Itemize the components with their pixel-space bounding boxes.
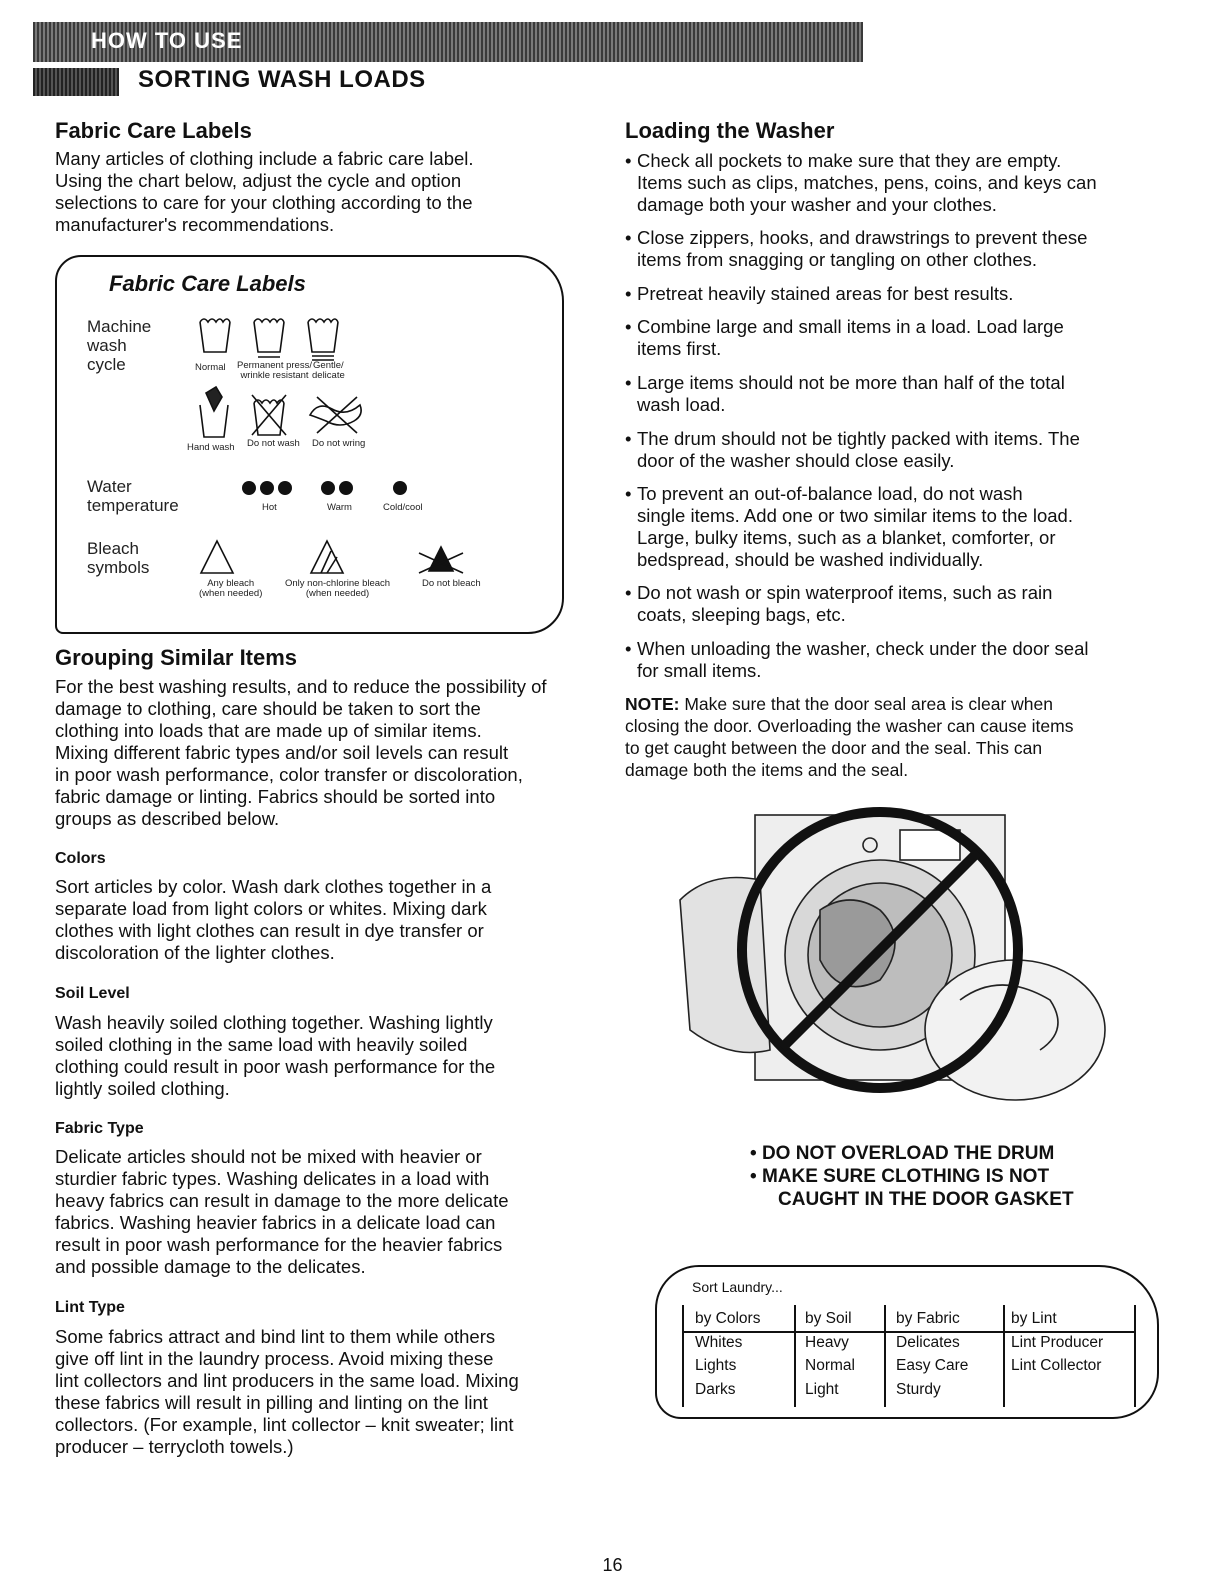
section-title: SORTING WASH LOADS: [138, 66, 426, 93]
sort-column-lint: by Lint Lint Producer Lint Collector: [1011, 1310, 1104, 1374]
sort-column-soil: by Soil Heavy Normal Light: [805, 1310, 855, 1398]
hand-wash-caption: Hand wash: [187, 442, 235, 453]
hot-dot-icon: [260, 481, 274, 495]
column-divider: [884, 1305, 886, 1407]
cold-dot-icon: [393, 481, 407, 495]
soil-level-text: Wash heavily soiled clothing together. Washing lightly soiled clothing in the same load with heavily soiled clothing could result in poor wash performance for the lightly soiled clothing.: [55, 1012, 496, 1099]
lint-type-heading: Lint Type: [55, 1299, 125, 1316]
fabric-care-chart: [55, 255, 564, 634]
machine-wash-label: Machine wash cycle: [87, 317, 152, 374]
sort-laundry-table: [655, 1265, 1159, 1419]
hot-dot-icon: [278, 481, 292, 495]
column-divider: [1134, 1305, 1136, 1407]
colors-heading: Colors: [55, 850, 106, 867]
do-not-bleach-caption: Do not bleach: [422, 578, 481, 589]
column-divider: [794, 1305, 796, 1407]
bleach-triangle-icons: [197, 537, 497, 577]
list-item: • When unloading the washer, check under the door seal for small items.: [625, 638, 1177, 682]
banner-title: HOW TO USE: [91, 28, 243, 53]
warning-gasket: • MAKE SURE CLOTHING IS NOT: [750, 1166, 1050, 1187]
list-item: • The drum should not be tightly packed with items. The door of the washer should close easily.: [625, 428, 1177, 472]
warning-gasket-line2: CAUGHT IN THE DOOR GASKET: [778, 1189, 1074, 1210]
list-item: • Large items should not be more than half of the total wash load.: [625, 372, 1177, 416]
list-item: • Combine large and small items in a load. Load large items first.: [625, 316, 1177, 360]
hot-dot-icon: [242, 481, 256, 495]
any-bleach-caption: Any bleach (when needed): [199, 578, 263, 599]
bleach-label: Bleach symbols: [87, 539, 150, 577]
lint-type-text: Some fabrics attract and bind lint to them while others give off lint in the laundry process. Avoid mixing these lint collectors and lint producers in the same load. Mixing these fabrics will result in pilling and linting on the lint collectors. (For example, lint collector – knit sweater; lint producer – terrycloth towels.): [55, 1326, 519, 1457]
sort-column-fabric: by Fabric Delicates Easy Care Sturdy: [896, 1310, 969, 1398]
grouping-heading: Grouping Similar Items: [55, 645, 298, 670]
grouping-intro: For the best washing results, and to reduce the possibility of damage to clothing, care should be taken to sort the clothing into loads that are made up of similar items. Mixing different fabric types and/or soil levels can result in poor wash performance, color transfer or discoloration, fabric damage or linting. Fabrics should be sorted into groups as described below.: [55, 676, 547, 829]
loading-heading: Loading the Washer: [625, 118, 835, 143]
colors-text: Sort articles by color. Wash dark clothes together in a separate load from light colors or whites. Mixing dark clothes with light clothes can result in dye transfer or discoloration of the lighter clothes.: [55, 876, 492, 963]
fabric-care-intro: Many articles of clothing include a fabric care label. Using the chart below, adjust the cycle and option selections to care for your clothing according to the manufacturer's recommendations.: [55, 148, 474, 235]
cold-caption: Cold/cool: [383, 502, 423, 513]
normal-caption: Normal: [195, 362, 226, 373]
list-item: • To prevent an out-of-balance load, do not wash single items. Add one or two similar items to the load. Large, bulky items, such as a blanket, comforter, or bedspread, should be washed individually.: [625, 483, 1177, 571]
page-number: 16: [602, 1555, 623, 1575]
water-temp-label: Water temperature: [87, 477, 179, 515]
list-item: • Pretreat heavily stained areas for best results.: [625, 283, 1177, 305]
hot-caption: Hot: [262, 502, 277, 513]
warm-caption: Warm: [327, 502, 352, 513]
hand-wash-icons: [192, 385, 372, 443]
fabric-type-heading: Fabric Type: [55, 1120, 144, 1137]
sort-laundry-title: Sort Laundry...: [692, 1279, 783, 1295]
list-item: • Do not wash or spin waterproof items, such as rain coats, sleeping bags, etc.: [625, 582, 1177, 626]
fabric-care-heading: Fabric Care Labels: [55, 118, 252, 143]
note-label: NOTE:: [625, 694, 680, 714]
warning-overload: • DO NOT OVERLOAD THE DRUM: [750, 1143, 1055, 1164]
do-not-wring-caption: Do not wring: [312, 438, 366, 449]
overloaded-washer-illustration: [660, 800, 1115, 1110]
column-divider: [1003, 1305, 1005, 1407]
non-chlorine-caption: Only non-chlorine bleach (when needed): [285, 578, 391, 599]
sort-column-colors: by Colors Whites Lights Darks: [695, 1310, 761, 1398]
warning-list: [730, 1142, 1074, 1211]
fabric-type-text: Delicate articles should not be mixed with heavier or sturdier fabric types. Washing delicates in a load with heavy fabrics can result in damage to the more delicate fabrics. Washing heavier fabrics in a delicate load can result in poor wash performance for the heavier fabrics and possible damage to the delicates.: [55, 1146, 509, 1277]
column-divider: [682, 1305, 684, 1407]
section-marker: [33, 68, 119, 96]
permanent-press-caption: Permanent press/ wrinkle resistant: [237, 360, 312, 381]
chart-title: Fabric Care Labels: [109, 271, 306, 296]
warm-dot-icon: [339, 481, 353, 495]
warm-dot-icon: [321, 481, 335, 495]
section-banner: [33, 22, 863, 62]
list-item: • Close zippers, hooks, and drawstrings to prevent these items from snagging or tangling on other clothes.: [625, 227, 1177, 271]
gentle-caption: Gentle/ delicate: [312, 360, 345, 381]
do-not-wash-caption: Do not wash: [247, 438, 300, 449]
wash-tub-icons: [192, 312, 352, 362]
list-item: • Check all pockets to make sure that they are empty. Items such as clips, matches, pens, coins, and keys can damage both your washer and your clothes.: [625, 150, 1177, 216]
soil-level-heading: Soil Level: [55, 985, 130, 1002]
note-text: NOTE: Make sure that the door seal area is clear when closing the door. Overloading the washer can cause items to get caught between the door and the seal. This can damage both the items and the seal.: [625, 694, 1074, 780]
